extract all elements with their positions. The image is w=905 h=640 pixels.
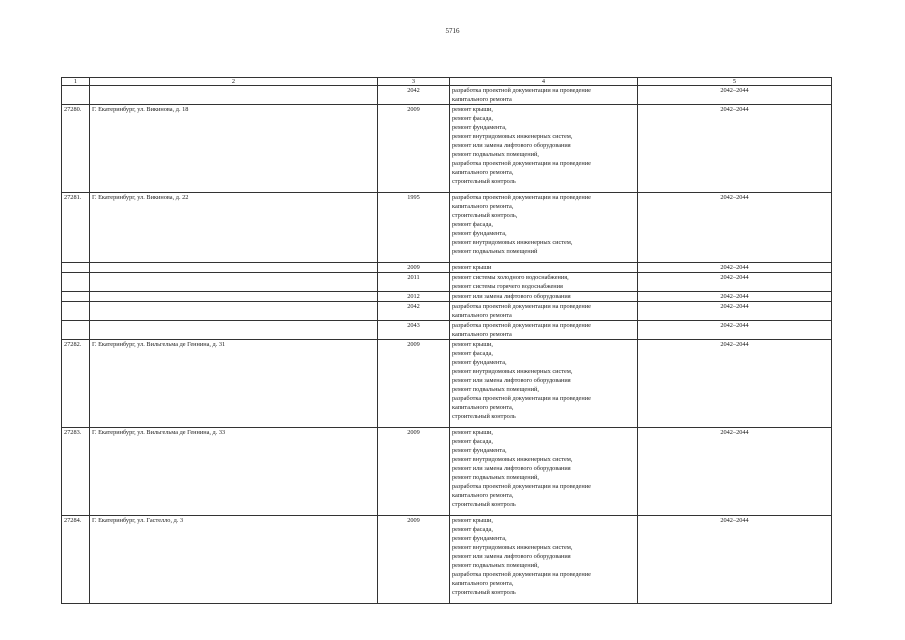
table-row [62,321,832,340]
table-row [62,428,832,516]
work-item: ремонт системы холодного водоснабжения, [452,274,569,281]
work-item: ремонт фундамента, [452,124,507,131]
work-item: ремонт фундамента, [452,535,507,542]
work-item: ремонт или замена лифтового оборудования [452,293,571,300]
work-item: строительный контроль, [452,212,518,219]
row-number: 27281. [62,193,90,263]
work-item: разработка проектной документации на проведение [452,303,591,310]
work-item: ремонт фасада, [452,221,493,228]
work-item: ремонт фасада, [452,115,493,122]
planned-year: 2009 [378,340,450,428]
row-number [62,321,90,340]
work-item: ремонт подвальных помещений [452,248,538,255]
planned-year: 2011 [378,273,450,292]
table-row [62,302,832,321]
row-number: 27283. [62,428,90,516]
house-address: Г. Екатеринбург, ул. Викинова, д. 22 [90,193,378,263]
table-row [62,86,832,105]
implementation-period: 2042–2044 [638,105,832,193]
implementation-period: 2042–2044 [638,516,832,604]
planned-year: 2009 [378,263,450,273]
row-number [62,86,90,105]
works-list [450,105,638,193]
implementation-period: 2042–2044 [638,428,832,516]
work-item: ремонт подвальных помещений, [452,151,539,158]
work-item: разработка проектной документации на проведение [452,87,591,94]
work-item: строительный контроль [452,589,516,596]
row-number: 27280. [62,105,90,193]
work-item: разработка проектной документации на проведение [452,483,591,490]
house-address [90,86,378,105]
implementation-period: 2042–2044 [638,321,832,340]
work-item: ремонт внутридомовых инженерных систем, [452,544,573,551]
house-address: Г. Екатеринбург, ул. Вильгельма де Геннина, д. 31 [90,340,378,428]
work-item: ремонт подвальных помещений, [452,386,539,393]
work-item: ремонт крыши, [452,429,494,436]
work-item: ремонт внутридомовых инженерных систем, [452,133,573,140]
house-address: Г. Екатеринбург, ул. Вильгельма де Геннина, д. 33 [90,428,378,516]
house-address [90,263,378,273]
table-row [62,193,832,263]
table-row [62,263,832,273]
planned-year: 2042 [378,86,450,105]
work-item: капитального ремонта [452,96,512,103]
work-item: разработка проектной документации на проведение [452,571,591,578]
house-address [90,273,378,292]
works-list [450,273,638,292]
row-number [62,263,90,273]
work-item: строительный контроль [452,413,516,420]
implementation-period: 2042–2044 [638,302,832,321]
column-number-1: 1 [62,78,90,86]
table-row [62,105,832,193]
work-item: ремонт крыши, [452,341,494,348]
work-item: капитального ремонта, [452,492,514,499]
work-item: строительный контроль [452,501,516,508]
works-list [450,263,638,273]
work-item: ремонт фасада, [452,526,493,533]
house-address [90,321,378,340]
work-item: разработка проектной документации на проведение [452,395,591,402]
planned-year: 2009 [378,428,450,516]
works-list [450,302,638,321]
column-number-5: 5 [638,78,832,86]
work-item: ремонт фундамента, [452,447,507,454]
planned-year: 2009 [378,105,450,193]
work-item: ремонт или замена лифтового оборудования [452,377,571,384]
house-address [90,302,378,321]
works-list [450,340,638,428]
implementation-period: 2042–2044 [638,263,832,273]
work-item: капитального ремонта [452,312,512,319]
house-address: Г. Екатеринбург, ул. Викинова, д. 18 [90,105,378,193]
works-list [450,292,638,302]
implementation-period: 2042–2044 [638,86,832,105]
work-item: ремонт системы горячего водоснабжения [452,283,563,290]
table-row [62,340,832,428]
column-number-4: 4 [450,78,638,86]
implementation-period: 2042–2044 [638,340,832,428]
works-list [450,428,638,516]
table-row [62,273,832,292]
works-list [450,86,638,105]
work-item: ремонт подвальных помещений, [452,474,539,481]
column-number-2: 2 [90,78,378,86]
work-item: ремонт крыши, [452,106,494,113]
planned-year: 2042 [378,302,450,321]
column-number-row [62,78,832,86]
work-item: ремонт подвальных помещений, [452,562,539,569]
work-item: ремонт внутридомовых инженерных систем, [452,239,573,246]
work-item: разработка проектной документации на проведение [452,194,591,201]
table-row [62,292,832,302]
planned-year: 2009 [378,516,450,604]
planned-year: 2012 [378,292,450,302]
work-item: ремонт крыши [452,264,492,271]
repair-schedule-table [61,77,832,604]
work-item: строительный контроль [452,178,516,185]
house-address: Г. Екатеринбург, ул. Гастелло, д. 3 [90,516,378,604]
work-item: ремонт или замена лифтового оборудования [452,465,571,472]
work-item: ремонт фасада, [452,438,493,445]
work-item: ремонт фасада, [452,350,493,357]
works-list [450,321,638,340]
work-item: ремонт фундамента, [452,230,507,237]
work-item: ремонт внутридомовых инженерных систем, [452,368,573,375]
works-list [450,193,638,263]
work-item: разработка проектной документации на проведение [452,322,591,329]
table-row [62,516,832,604]
work-item: ремонт крыши, [452,517,494,524]
row-number [62,292,90,302]
work-item: разработка проектной документации на проведение [452,160,591,167]
planned-year: 1995 [378,193,450,263]
column-number-3: 3 [378,78,450,86]
implementation-period: 2042–2044 [638,273,832,292]
work-item: ремонт или замена лифтового оборудования [452,142,571,149]
work-item: капитального ремонта, [452,404,514,411]
work-item: ремонт или замена лифтового оборудования [452,553,571,560]
implementation-period: 2042–2044 [638,292,832,302]
work-item: капитального ремонта, [452,203,514,210]
row-number [62,302,90,321]
work-item: ремонт фундамента, [452,359,507,366]
work-item: капитального ремонта, [452,169,514,176]
work-item: капитального ремонта [452,331,512,338]
planned-year: 2043 [378,321,450,340]
works-list [450,516,638,604]
implementation-period: 2042–2044 [638,193,832,263]
row-number: 27282. [62,340,90,428]
page-number: 5716 [445,27,460,35]
house-address [90,292,378,302]
work-item: капитального ремонта, [452,580,514,587]
row-number: 27284. [62,516,90,604]
row-number [62,273,90,292]
work-item: ремонт внутридомовых инженерных систем, [452,456,573,463]
